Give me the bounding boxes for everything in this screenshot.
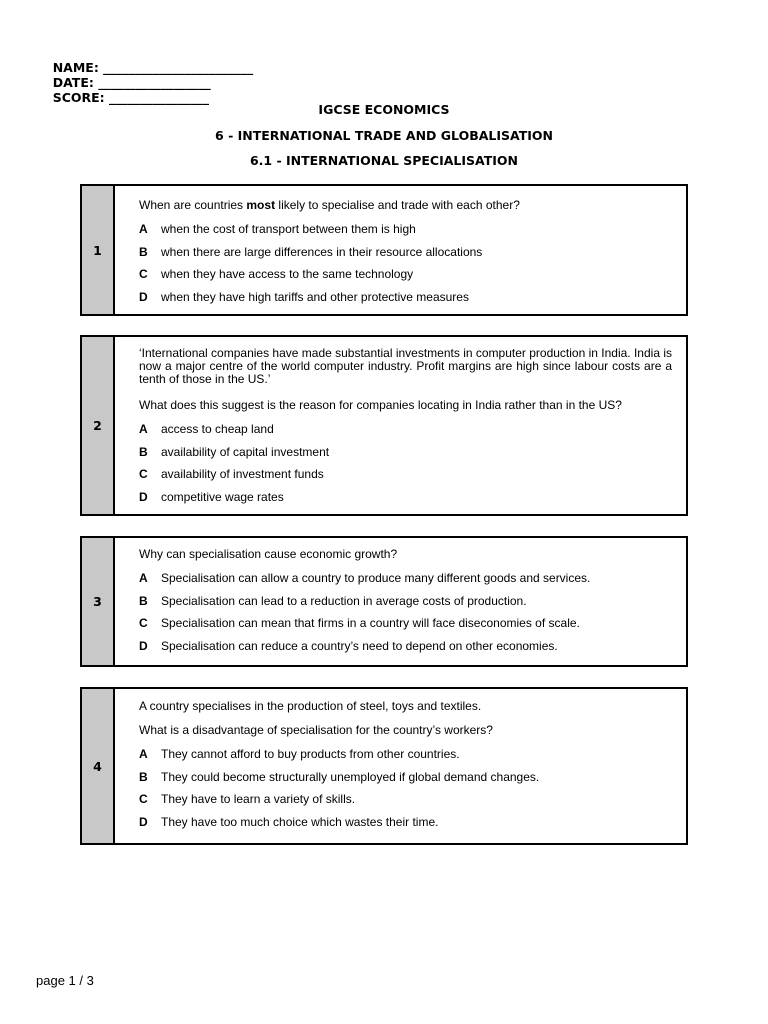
option-b[interactable]: B Specialisation can lead to a reduction in average costs of production. <box>139 593 527 608</box>
question-stem: What is a disadvantage of specialisation for the country’s workers? <box>139 723 493 737</box>
option-a[interactable]: A when the cost of transport between them is high <box>139 222 416 236</box>
option-d[interactable]: D competitive wage rates <box>139 489 284 504</box>
question-1 <box>80 184 688 316</box>
option-c[interactable]: C They have to learn a variety of skills. <box>139 792 356 806</box>
option-c[interactable]: C when they have access to the same technology <box>139 267 414 281</box>
subject-title: IGCSE ECONOMICS <box>318 102 450 117</box>
name-field[interactable]: NAME: ________________________ <box>52 60 254 75</box>
question-3 <box>80 536 688 667</box>
question-number: 2 <box>82 337 115 514</box>
question-number: 1 <box>82 186 115 314</box>
student-info-header <box>44 45 271 105</box>
question-2 <box>80 335 688 516</box>
page-number: page 1 / 3 <box>36 973 94 988</box>
question-stem: When are countries most likely to specialise and trade with each other? <box>139 198 520 212</box>
question-stem: Why can specialisation cause economic growth? <box>139 547 398 561</box>
option-a[interactable]: A Specialisation can allow a country to produce many different goods and services. <box>139 571 591 585</box>
option-a[interactable]: A They cannot afford to buy products from other countries. <box>139 747 460 761</box>
question-number: 3 <box>82 538 115 665</box>
score-field[interactable]: SCORE: ________________ <box>52 90 210 105</box>
option-b[interactable]: B when there are large differences in their resource allocations <box>139 244 483 259</box>
question-4 <box>80 687 688 845</box>
option-c[interactable]: C Specialisation can mean that firms in a country will face diseconomies of scale. <box>139 616 580 630</box>
option-a[interactable]: A access to cheap land <box>139 422 274 436</box>
question-passage: ‘International companies have made substantial investments in computer production in India. India is now a major centre of the world computer industry. Profit margins are high since labour costs are a tenth of those in the US.’ <box>139 346 672 386</box>
question-number: 4 <box>82 689 115 843</box>
option-d[interactable]: D when they have high tariffs and other protective measures <box>139 289 469 304</box>
option-d[interactable]: D They have too much choice which wastes their time. <box>139 814 439 829</box>
unit-title: 6 - INTERNATIONAL TRADE AND GLOBALISATION <box>215 128 553 143</box>
option-b[interactable]: B They could become structurally unemployed if global demand changes. <box>139 769 540 784</box>
question-stem: What does this suggest is the reason for companies locating in India rather than in the US? <box>139 398 622 412</box>
section-title: 6.1 - INTERNATIONAL SPECIALISATION <box>249 153 519 168</box>
question-context: A country specialises in the production of steel, toys and textiles. <box>139 699 482 713</box>
option-b[interactable]: B availability of capital investment <box>139 444 330 459</box>
date-field[interactable]: DATE: __________________ <box>52 75 211 90</box>
option-c[interactable]: C availability of investment funds <box>139 467 324 481</box>
option-d[interactable]: D Specialisation can reduce a country’s need to depend on other economies. <box>139 638 558 653</box>
